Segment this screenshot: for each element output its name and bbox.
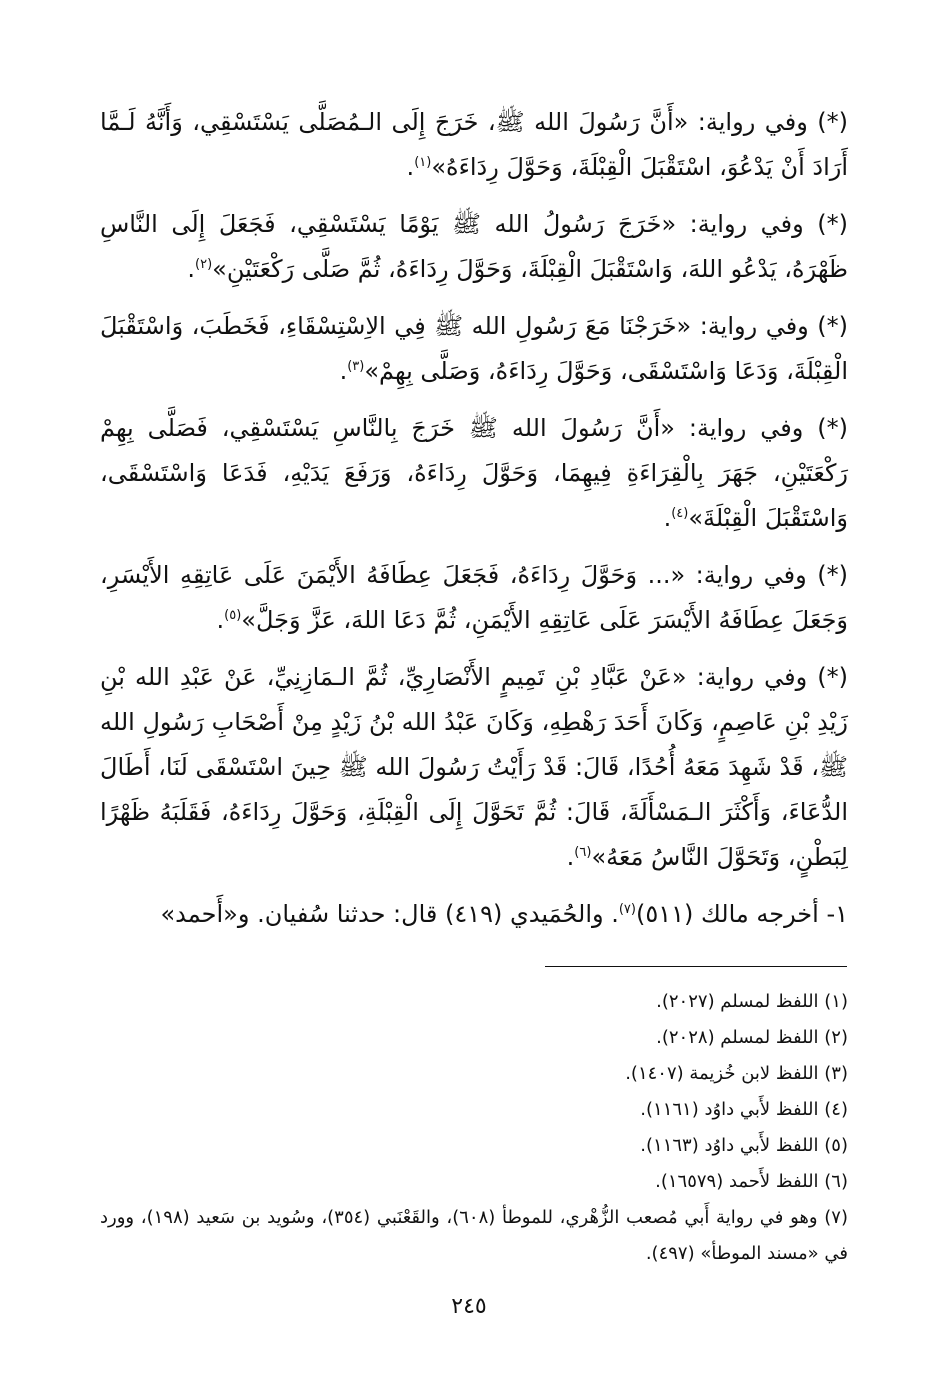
hadith-paragraph (100, 553, 848, 643)
footnote-ref: (٦) (574, 845, 592, 860)
footnote: (٧) وهو في رواية أَبي مُصعب الزُّهْري، للموطأ (٦٠٨)، والقَعْنَبي (٣٥٤)، وسُويد بن سَعيد (١٩٨)، وورد في «مسند الموطأ» (٤٩٧). (100, 1207, 848, 1264)
paragraph-end: . (663, 504, 672, 532)
footnote-ref: (٣) (347, 359, 365, 374)
paragraph-text: (*) وفي رواية: «خَرَجَ رَسُولُ الله ﷺ يَوْمًا يَسْتَسْقِي، فَجَعَلَ إِلَى النَّاسِ ظَهْرَهُ، يَدْعُو اللهَ، وَاسْتَقْبَلَ الْقِبْلَةَ، وَحَوَّلَ رِدَاءَهُ، ثُمَّ صَلَّى رَكْعَتَيْنِ» (100, 210, 848, 283)
page-number: ٢٤٥ (451, 1294, 487, 1319)
footnotes (100, 984, 848, 1272)
hadith-paragraph (100, 304, 848, 394)
hadith-paragraph (100, 202, 848, 292)
footnote: (٣) اللفظ لابن خُزيمة (١٤٠٧). (625, 1063, 848, 1084)
footnote-ref: (٧) (618, 902, 636, 917)
paragraph-end: . (406, 153, 415, 181)
paragraph-end: . (216, 606, 225, 634)
hadith-paragraph (100, 655, 848, 880)
footnote: (٦) اللفظ لأَحمد (١٦٥٧٩). (655, 1171, 848, 1192)
footnote-ref: (١) (414, 155, 432, 170)
paragraph-end: . (339, 357, 348, 385)
footnote: (٤) اللفظ لأَبي داوُد (١١٦١). (640, 1099, 848, 1120)
paragraph-text: ١- أخرجه مالك (٥١١) (635, 900, 848, 928)
paragraph-text: (*) وفي رواية: «خَرَجْنَا مَعَ رَسُولِ الله ﷺ فِي الاِسْتِسْقَاءِ، فَخَطَبَ، وَاسْتَقْبَلَ الْقِبْلَةَ، وَدَعَا وَاسْتَسْقَى، وَحَوَّلَ رِدَاءَهُ، وَصَلَّى بِهِمْ» (100, 312, 848, 385)
paragraph-end: . (187, 255, 196, 283)
footnote: (٢) اللفظ لمسلم (٢٠٢٨). (656, 1027, 848, 1048)
paragraph-text: (*) وفي رواية: «عَنْ عَبَّادِ بْنِ تَمِيمٍ الأَنْصَارِيِّ، ثُمَّ الـمَازِنِيِّ، عَنْ عَبْدِ الله بْنِ زَيْدِ بْنِ عَاصِمٍ، وَكَانَ أَحَدَ رَهْطِهِ، وَكَانَ عَبْدُ الله بْنُ زَيْدٍ مِنْ أَصْحَابِ رَسُولِ الله ﷺ، قَدْ شَهِدَ مَعَهُ أُحُدًا، قَالَ: قَدْ رَأَيْتُ رَسُولَ الله ﷺ حِينَ اسْتَسْقَى لَنَا، أَطَالَ الدُّعَاءَ، وَأَكْثَرَ الـمَسْأَلَةَ، قَالَ: ثُمَّ تَحَوَّلَ إِلَى الْقِبْلَةِ، وَحَوَّلَ رِدَاءَهُ، فَقَلَبَهُ ظَهْرًا لِبَطْنٍ، وَتَحَوَّلَ النَّاسُ مَعَهُ» (100, 663, 848, 871)
footnote: (١) اللفظ لمسلم (٢٠٢٧). (656, 991, 848, 1012)
footnote-ref: (٥) (224, 608, 242, 623)
main-text (100, 100, 848, 949)
hadith-paragraph (100, 100, 848, 190)
footnote-divider (545, 966, 847, 967)
paragraph-text: (*) وفي رواية: «أَنَّ رَسُولَ الله ﷺ، خَرَجَ إِلَى الـمُصَلَّى يَسْتَسْقِي، وَأَنَّهُ لَـمَّا أَرَادَ أَنْ يَدْعُوَ، اسْتَقْبَلَ الْقِبْلَةَ، وَحَوَّلَ رِدَاءَهُ» (100, 108, 848, 181)
paragraph-text: (*) وفي رواية: «... وَحَوَّلَ رِدَاءَهُ، فَجَعَلَ عِطَافَهُ الأَيْمَنَ عَلَى عَاتِقِهِ الأَيْسَرِ، وَجَعَلَ عِطَافَهُ الأَيْسَرَ عَلَى عَاتِقِهِ الأَيْمَنِ، ثُمَّ دَعَا اللهَ، عَزَّ وَجَلَّ» (100, 561, 848, 634)
footnote-ref: (٤) (671, 506, 689, 521)
paragraph-text: (*) وفي رواية: «أَنَّ رَسُولَ الله ﷺ خَرَجَ بِالنَّاسِ يَسْتَسْقِي، فَصَلَّى بِهِمْ رَكْعَتَيْنِ، جَهَرَ بِالْقِرَاءَةِ فِيهِمَا، وَحَوَّلَ رِدَاءَهُ، وَرَفَعَ يَدَيْهِ، فَدَعَا وَاسْتَسْقَى، وَاسْتَقْبَلَ الْقِبْلَةَ» (100, 414, 848, 532)
paragraph-end: . (566, 843, 575, 871)
paragraph-end: . والحُمَيدي (٤١٩) قال: حدثنا سُفيان. و«أَحمد» (160, 900, 619, 928)
takhrij-paragraph (100, 892, 848, 937)
footnote-ref: (٢) (195, 257, 213, 272)
hadith-paragraph (100, 406, 848, 541)
footnote: (٥) اللفظ لأَبي داوُد (١١٦٣). (640, 1135, 848, 1156)
